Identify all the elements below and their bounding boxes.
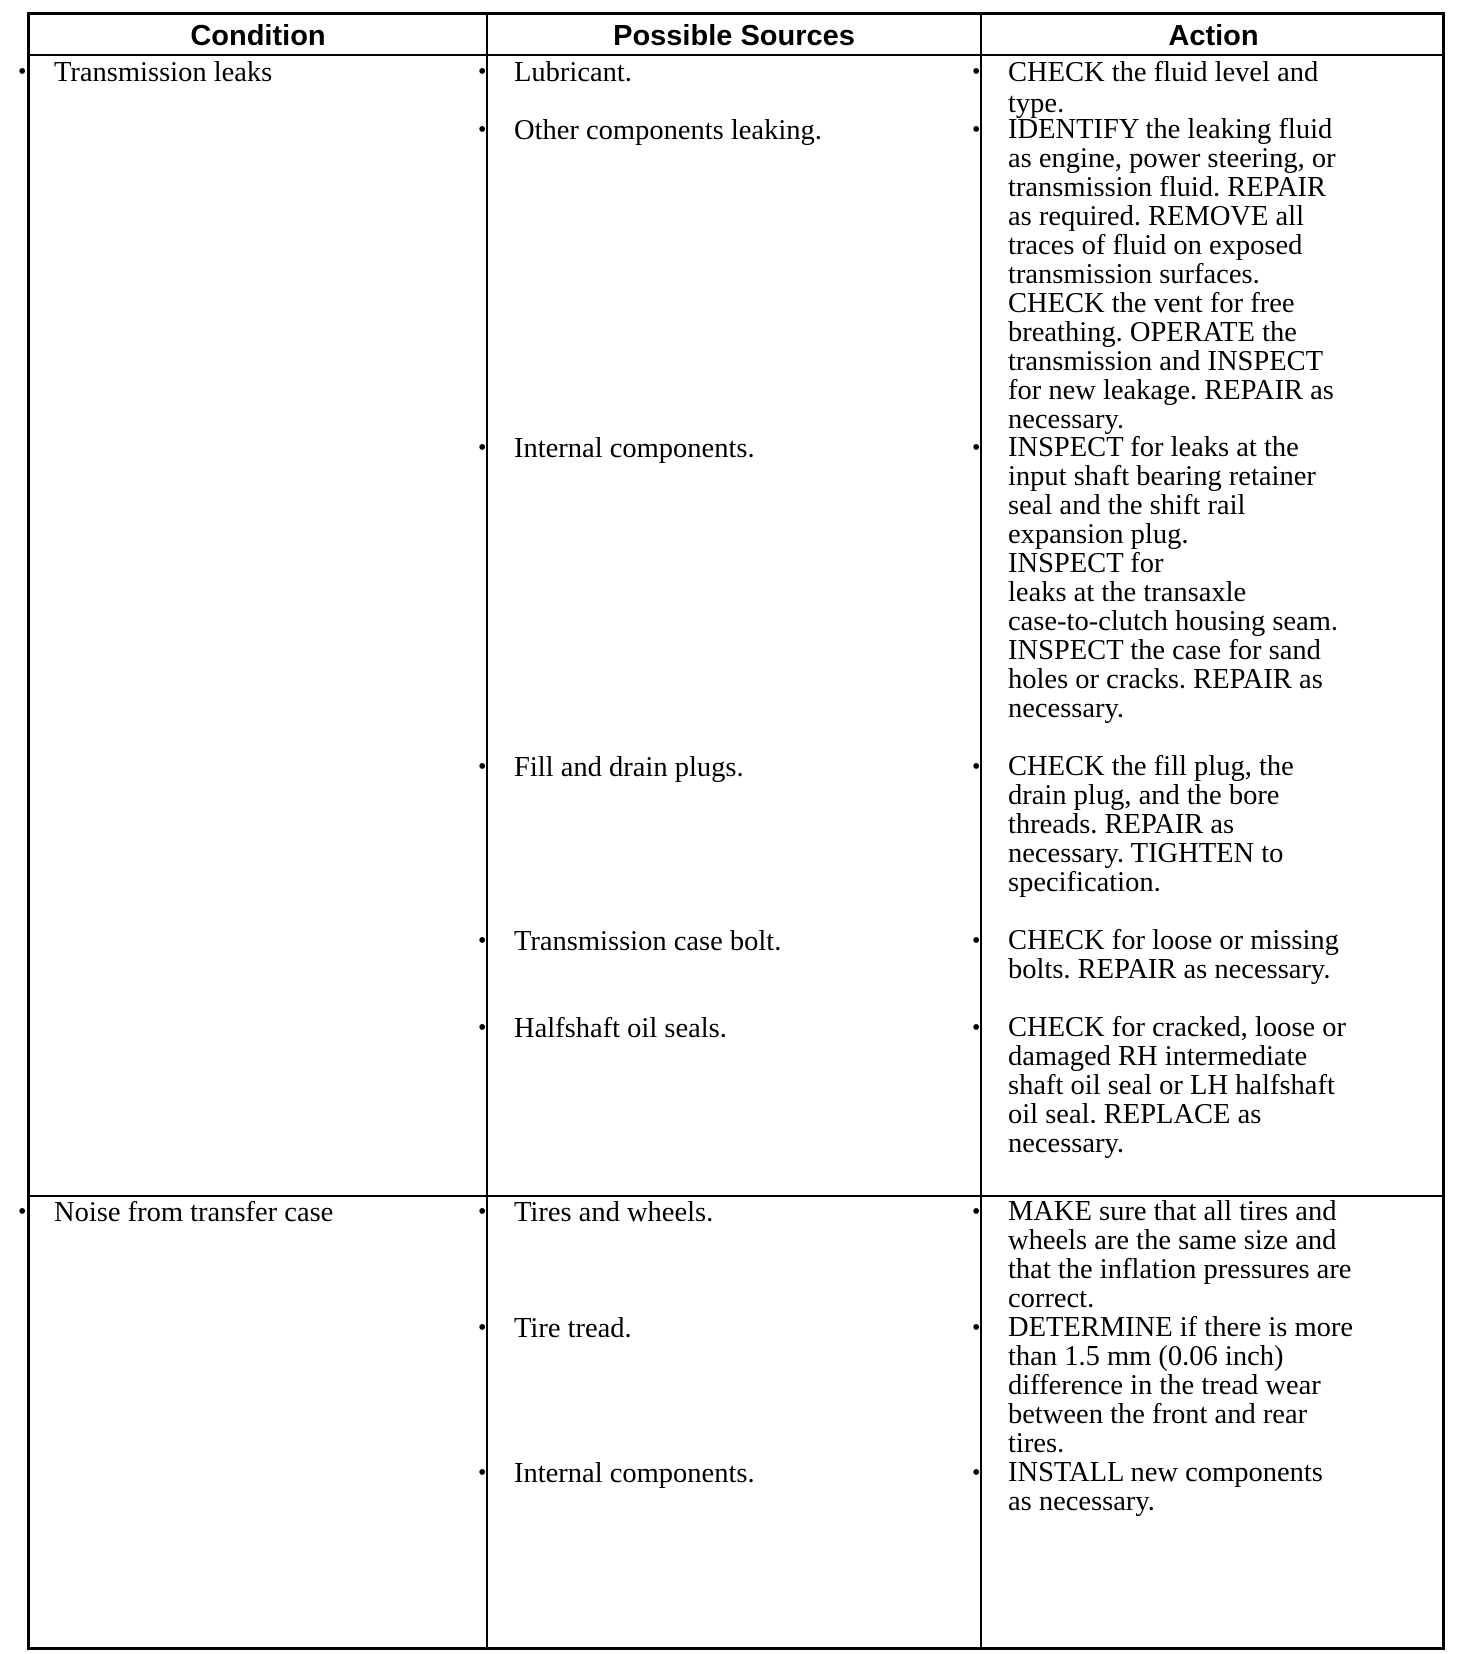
action-line: oil seal. REPLACE as xyxy=(1008,1099,1262,1130)
bullet: • xyxy=(478,117,487,143)
action-line: between the front and rear xyxy=(1008,1399,1308,1430)
action-line: threads. REPAIR as xyxy=(1008,809,1235,840)
action-line: leaks at the transaxle xyxy=(1008,577,1247,608)
action-line: necessary. xyxy=(1008,1128,1125,1159)
action-line: DETERMINE if there is more xyxy=(1008,1312,1354,1343)
bullet: • xyxy=(972,928,981,954)
action-line: difference in the tread wear xyxy=(1008,1370,1321,1401)
action-cell xyxy=(1008,57,1428,119)
action-line: case-to-clutch housing seam. xyxy=(1008,606,1339,637)
action-line: holes or cracks. REPAIR as xyxy=(1008,664,1323,695)
bullet: • xyxy=(972,435,981,461)
action-line: damaged RH intermediate xyxy=(1008,1041,1308,1072)
action-line: CHECK for loose or missing xyxy=(1008,925,1339,956)
action-line: input shaft bearing retainer xyxy=(1008,461,1316,492)
bullet: • xyxy=(478,754,487,780)
action-line: seal and the shift rail xyxy=(1008,490,1246,521)
action-line: INSPECT for leaks at the xyxy=(1008,432,1299,463)
action-line: as engine, power steering, or xyxy=(1008,143,1336,174)
bullet: • xyxy=(18,1199,27,1225)
bullet: • xyxy=(972,754,981,780)
condition-cell: Transmission leaks xyxy=(54,57,273,88)
action-line: traces of fluid on exposed xyxy=(1008,230,1303,261)
bullet: • xyxy=(972,1315,981,1341)
action-line: CHECK for cracked, loose or xyxy=(1008,1012,1346,1043)
action-line: than 1.5 mm (0.06 inch) xyxy=(1008,1341,1284,1372)
action-line: INSPECT the case for sand xyxy=(1008,635,1321,666)
action-line: CHECK the fluid level and xyxy=(1008,57,1319,88)
action-line: shaft oil seal or LH halfshaft xyxy=(1008,1070,1335,1101)
action-cell xyxy=(1008,115,1428,434)
action-line: bolts. REPAIR as necessary. xyxy=(1008,954,1331,985)
bullet: • xyxy=(18,59,27,85)
bullet: • xyxy=(478,59,487,85)
bullet: • xyxy=(972,59,981,85)
source-cell: Halfshaft oil seals. xyxy=(514,1013,727,1044)
action-line: expansion plug. xyxy=(1008,519,1189,550)
source-cell: Fill and drain plugs. xyxy=(514,752,744,783)
action-line: CHECK the vent for free xyxy=(1008,288,1295,319)
action-line: type. xyxy=(1008,88,1065,119)
action-line: necessary. TIGHTEN to xyxy=(1008,838,1284,869)
header-action: Action xyxy=(1168,19,1259,52)
source-cell: Other components leaking. xyxy=(514,115,822,146)
action-line: drain plug, and the bore xyxy=(1008,780,1280,811)
action-line: tires. xyxy=(1008,1428,1065,1459)
action-line: INSTALL new components xyxy=(1008,1457,1323,1488)
condition-cell: Noise from transfer case xyxy=(54,1197,334,1228)
action-line: CHECK the fill plug, the xyxy=(1008,751,1294,782)
action-line: transmission fluid. REPAIR xyxy=(1008,172,1327,203)
column-divider xyxy=(486,15,488,1647)
action-cell xyxy=(1008,1458,1428,1516)
source-cell: Tires and wheels. xyxy=(514,1197,714,1228)
source-cell: Internal components. xyxy=(514,433,755,464)
bullet: • xyxy=(478,435,487,461)
action-cell xyxy=(1008,752,1428,897)
action-line: MAKE sure that all tires and xyxy=(1008,1196,1337,1227)
source-cell: Lubricant. xyxy=(514,57,632,88)
bullet: • xyxy=(478,1015,487,1041)
bullet: • xyxy=(478,1315,487,1341)
action-line: specification. xyxy=(1008,867,1161,898)
source-cell: Transmission case bolt. xyxy=(514,926,782,957)
action-line: transmission and INSPECT xyxy=(1008,346,1324,377)
action-line: correct. xyxy=(1008,1283,1095,1314)
action-cell xyxy=(1008,433,1428,723)
bullet: • xyxy=(972,117,981,143)
bullet: • xyxy=(972,1015,981,1041)
source-cell: Internal components. xyxy=(514,1458,755,1489)
header-condition: Condition xyxy=(190,19,326,52)
source-cell: Tire tread. xyxy=(514,1313,632,1344)
action-line: necessary. xyxy=(1008,404,1125,435)
action-line: that the inflation pressures are xyxy=(1008,1254,1352,1285)
bullet: • xyxy=(972,1460,981,1486)
bullet: • xyxy=(478,1199,487,1225)
header-possible-sources: Possible Sources xyxy=(613,19,855,52)
action-line: transmission surfaces. xyxy=(1008,259,1260,290)
action-line: INSPECT for xyxy=(1008,548,1164,579)
action-line: as necessary. xyxy=(1008,1486,1155,1517)
action-cell xyxy=(1008,1013,1428,1158)
action-line: necessary. xyxy=(1008,693,1125,724)
bullet: • xyxy=(972,1199,981,1225)
action-cell xyxy=(1008,1197,1428,1313)
action-line: breathing. OPERATE the xyxy=(1008,317,1297,348)
action-cell xyxy=(1008,926,1428,984)
bullet: • xyxy=(478,928,487,954)
action-cell xyxy=(1008,1313,1428,1458)
action-line: wheels are the same size and xyxy=(1008,1225,1337,1256)
column-divider xyxy=(980,15,982,1647)
action-line: IDENTIFY the leaking fluid xyxy=(1008,114,1333,145)
bullet: • xyxy=(478,1460,487,1486)
action-line: as required. REMOVE all xyxy=(1008,201,1305,232)
action-line: for new leakage. REPAIR as xyxy=(1008,375,1334,406)
